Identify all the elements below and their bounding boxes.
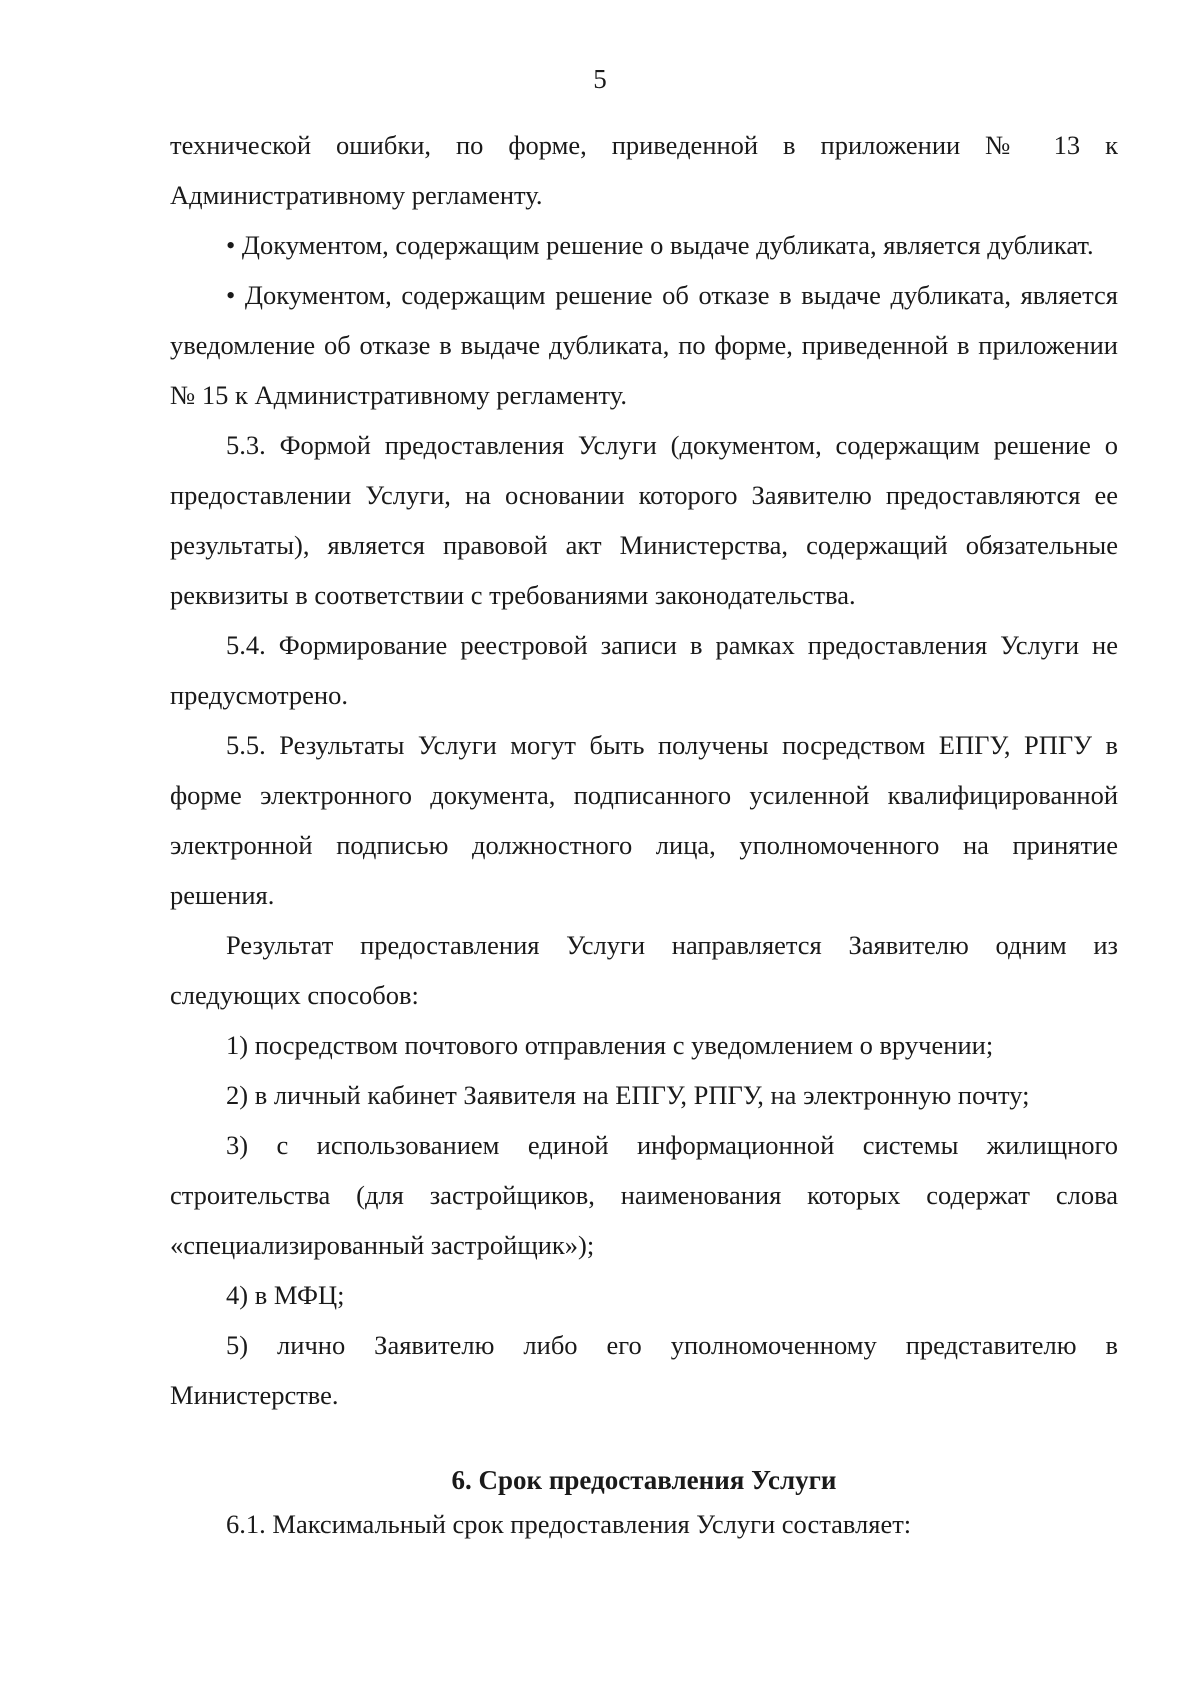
- bullet-paragraph-duplicate: • Документом, содержащим решение о выдаче дубликата, является дубликат.: [226, 230, 1094, 260]
- list-item-2: 2) в личный кабинет Заявителя на ЕПГУ, РПГУ, на электронную почту;: [226, 1080, 1030, 1110]
- paragraph-continuation: технической ошибки, по форме, приведенной в приложении № 13 к Административному регламенту.: [170, 130, 1118, 210]
- list-item-3: 3) с использованием единой информационной системы жилищного строительства (для застройщиков, наименования которых содержат слова «специализированный застройщик»);: [170, 1130, 1118, 1260]
- section-heading: 6. Срок предоставления Услуги: [451, 1465, 837, 1495]
- paragraph-5-3: 5.3. Формой предоставления Услуги (документом, содержащим решение о предоставлении Услуги, на основании которого Заявителю предоставляются ее результаты), является правовой акт Министерства, содержащий обязательные реквизиты в соответствии с требованиями законодательства.: [170, 430, 1118, 610]
- paragraph-result-delivery: Результат предоставления Услуги направляется Заявителю одним из следующих способов:: [170, 930, 1118, 1010]
- list-item-5: 5) лично Заявителю либо его уполномоченному представителю в Министерстве.: [170, 1330, 1118, 1410]
- paragraph-5-4: 5.4. Формирование реестровой записи в рамках предоставления Услуги не предусмотрено.: [170, 630, 1118, 710]
- list-item-1: 1) посредством почтового отправления с уведомлением о вручении;: [226, 1030, 994, 1060]
- list-item-4: 4) в МФЦ;: [226, 1280, 345, 1310]
- document-body: [170, 120, 1118, 1546]
- paragraph-5-5: 5.5. Результаты Услуги могут быть получены посредством ЕПГУ, РПГУ в форме электронного документа, подписанного усиленной квалифицированной электронной подписью должностного лица, уполномоченного на принятие решения.: [170, 730, 1118, 910]
- page-number: 5: [593, 64, 607, 94]
- bullet-paragraph-refusal: • Документом, содержащим решение об отказе в выдаче дубликата, является уведомление об отказе в выдаче дубликата, по форме, приведенной в приложении № 15 к Административному регламенту.: [170, 280, 1118, 410]
- paragraph-6-1: 6.1. Максимальный срок предоставления Услуги составляет:: [226, 1509, 912, 1539]
